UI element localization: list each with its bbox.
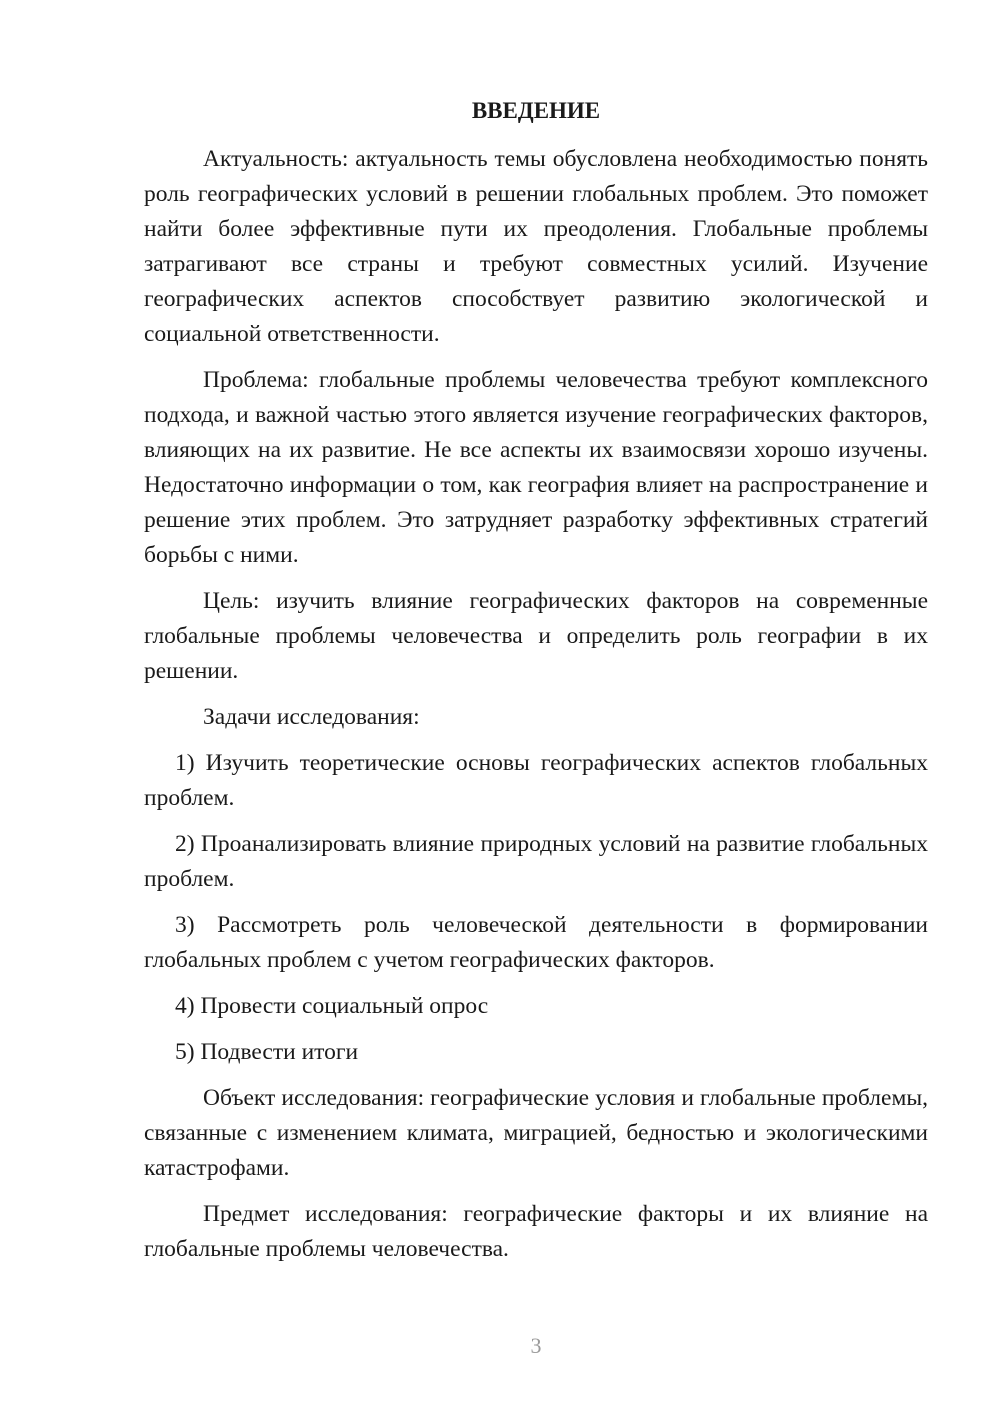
task-item-3: 3) Рассмотреть роль человеческой деятельности в формировании глобальных проблем с учетом географических факторов. [144,912,928,973]
problem-paragraph: Проблема: глобальные проблемы человечества требуют комплексного подхода, и важной частью этого является изучение географических факторов, влияющих на их развитие. Не все аспекты их взаимосвязи хорошо изучены. Недостаточно информации о том, как география влияет на распространение и решение этих проблем. Это затрудняет разработку эффективных стратегий борьбы с ними. [144,367,928,568]
tasks-heading: Задачи исследования: [203,704,420,730]
object-paragraph: Объект исследования: географические условия и глобальные проблемы, связанные с изменением климата, миграцией, бедностью и экологическими катастрофами. [144,1085,928,1181]
task-item-4: 4) Провести социальный опрос [175,993,489,1019]
relevance-paragraph: Актуальность: актуальность темы обусловлена необходимостью понять роль географических условий в решении глобальных проблем. Это поможет найти более эффективные пути их преодоления. Глобальные проблемы затрагивают все страны и требуют совместных усилий. Изучение географических аспектов способствует развитию экологической и социальной ответственности. [144,146,928,347]
goal-paragraph: Цель: изучить влияние географических факторов на современные глобальные проблемы человечества и определить роль географии в их решении. [144,588,928,684]
section-title: ВВЕДЕНИЕ [471,98,601,123]
page-content [144,92,928,1278]
subject-paragraph: Предмет исследования: географические факторы и их влияние на глобальные проблемы человечества. [144,1201,928,1262]
page-number: 3 [530,1333,542,1358]
task-item-5: 5) Подвести итоги [175,1039,359,1065]
task-item-2: 2) Проанализировать влияние природных условий на развитие глобальных проблем. [144,831,928,892]
tasks-list [144,746,928,1070]
task-item-1: 1) Изучить теоретические основы географических аспектов глобальных проблем. [144,750,928,811]
